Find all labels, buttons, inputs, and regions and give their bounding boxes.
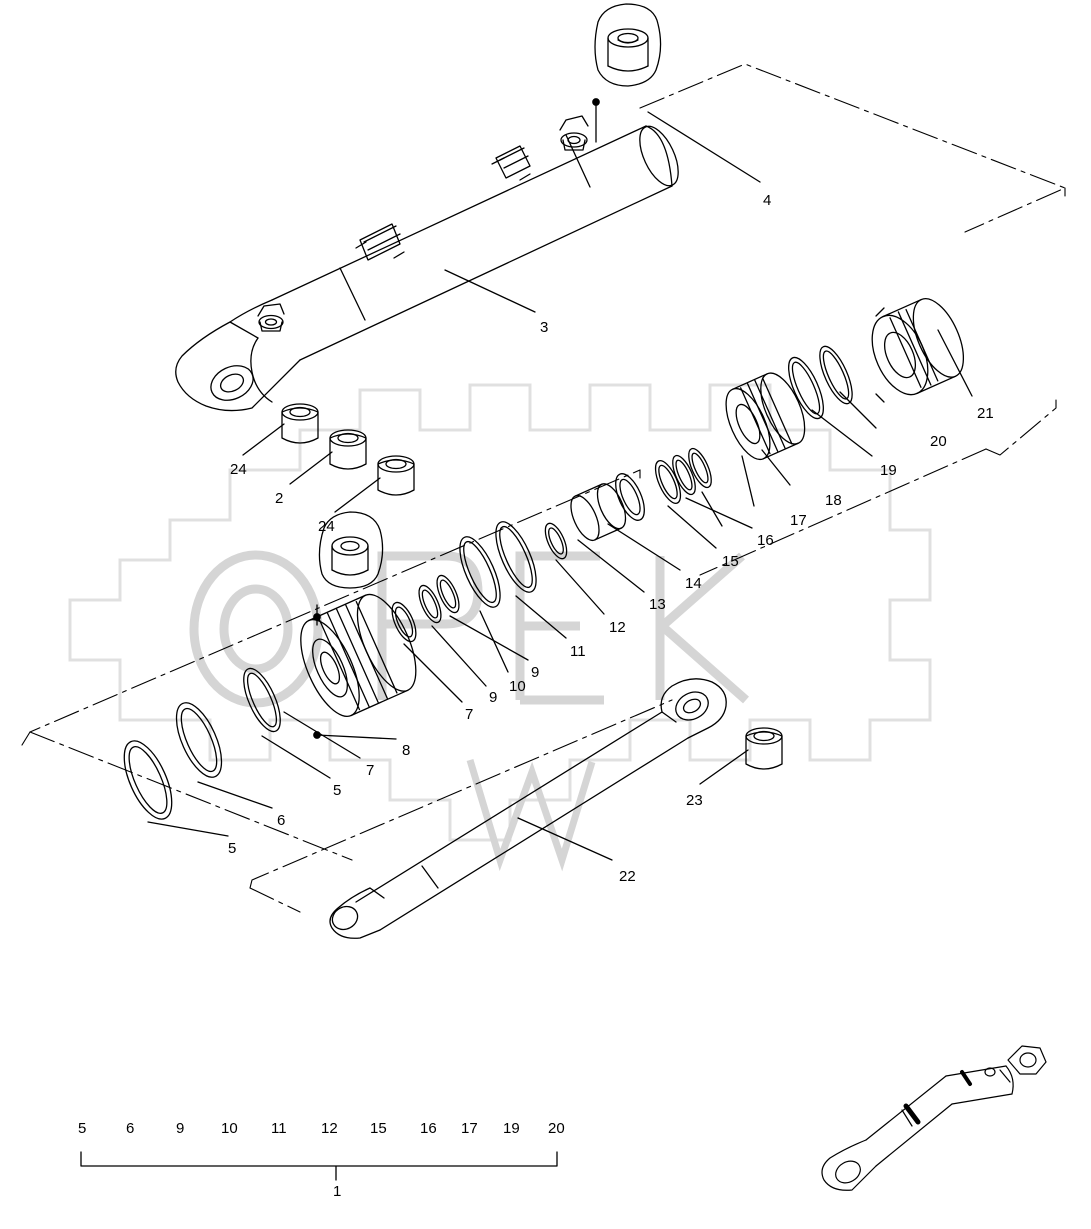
callout-label: 9 <box>531 664 540 681</box>
legend-item: 9 <box>176 1120 185 1137</box>
callout-label: 22 <box>619 868 636 885</box>
legend-item: 15 <box>370 1120 387 1137</box>
callout-label: 3 <box>540 319 549 336</box>
callout-label: 5 <box>228 840 237 857</box>
legend-item: 11 <box>271 1120 287 1137</box>
callout-label: 9 <box>489 689 498 706</box>
callout-label: 6 <box>277 812 286 829</box>
legend-item: 6 <box>126 1120 135 1137</box>
callout-label: 2 <box>275 490 284 507</box>
callout-label: 7 <box>465 706 474 723</box>
legend-item: 16 <box>420 1120 437 1137</box>
legend-item: 17 <box>461 1120 478 1137</box>
legend-item: 10 <box>221 1120 238 1137</box>
callout-label: 7 <box>366 762 375 779</box>
callout-label: 14 <box>685 575 702 592</box>
callout-label: 16 <box>757 532 774 549</box>
callout-label: 21 <box>977 405 994 422</box>
legend-item: 20 <box>548 1120 565 1137</box>
callout-label: 11 <box>570 643 586 660</box>
callout-label: 17 <box>790 512 807 529</box>
callout-label: 24 <box>318 518 335 535</box>
legend-item: 5 <box>78 1120 87 1137</box>
callout-label: 24 <box>230 461 247 478</box>
callout-label: 10 <box>509 678 526 695</box>
callout-label: 18 <box>825 492 842 509</box>
callout-label: 23 <box>686 792 703 809</box>
callout-label: 19 <box>880 462 897 479</box>
callout-label: 8 <box>402 742 411 759</box>
legend-item: 12 <box>321 1120 338 1137</box>
legend-group-label: 1 <box>333 1183 342 1200</box>
callout-label: 12 <box>609 619 626 636</box>
callout-label: 5 <box>333 782 342 799</box>
callout-label: 20 <box>930 433 947 450</box>
callout-label: 15 <box>722 553 739 570</box>
callout-label: 4 <box>763 192 772 209</box>
callout-label: 13 <box>649 596 666 613</box>
legend-item: 19 <box>503 1120 520 1137</box>
